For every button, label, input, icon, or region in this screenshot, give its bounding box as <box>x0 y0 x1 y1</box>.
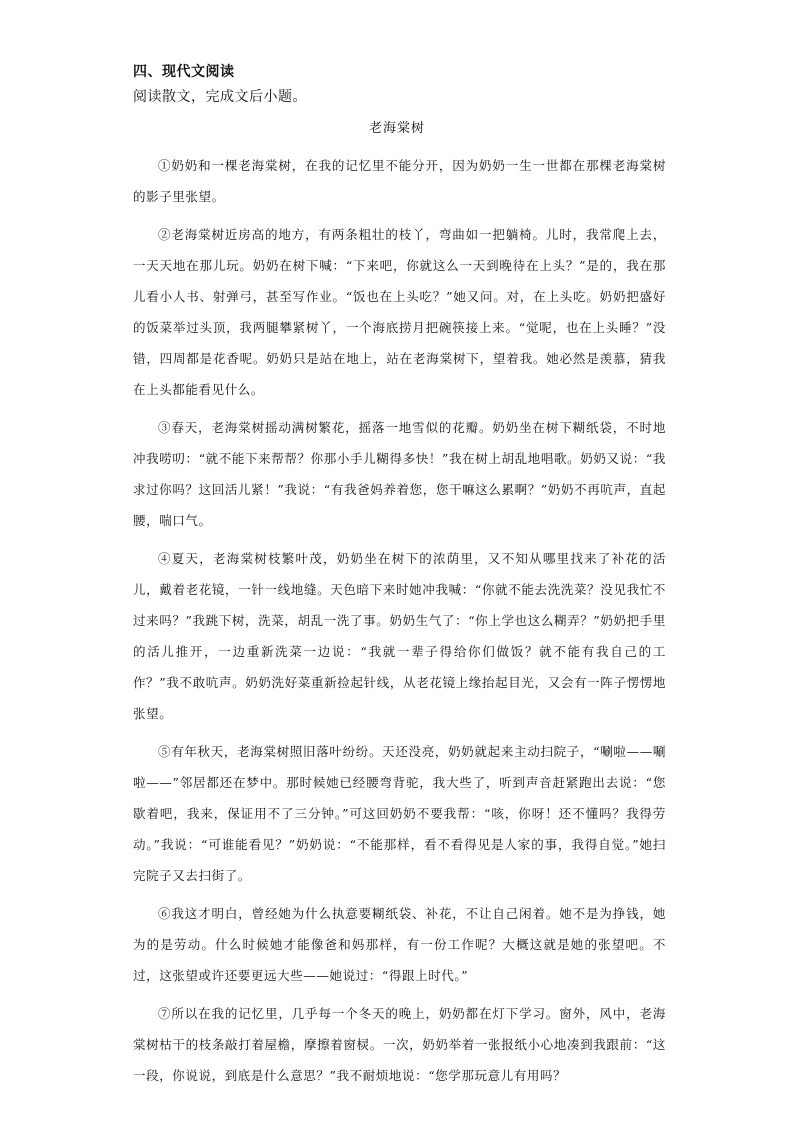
section-heading: 四、现代文阅读 <box>133 64 235 80</box>
paragraph-7: ⑦所以在我的记忆里，几乎每一个冬天的晚上，奶奶都在灯下学习。窗外，风中，老海棠树枯干的枝条敲打着屋檐，摩擦着窗棂。一次，奶奶举着一张报纸小心地凑到我跟前：“这一段，你说说，到底是什么意思？”我不耐烦地说：“您学那玩意儿有用吗？ <box>133 1006 666 1083</box>
paragraph-6: ⑥我这才明白，曾经她为什么执意要糊纸袋、补花，不让自己闲着。她不是为挣钱，她为的是劳动。什么时候她才能像爸和妈那样，有一份工作呢？大概这就是她的张望吧。不过，这张望或许还要更远大些——她说过：“得跟上时代。” <box>133 906 666 983</box>
reading-instruction: 阅读散文，完成文后小题。 <box>133 89 307 105</box>
paragraph-1: ①奶奶和一棵老海棠树，在我的记忆里不能分开，因为奶奶一生一世都在那棵老海棠树的影子里张望。 <box>133 158 666 204</box>
essay-title: 老海棠树 <box>368 121 425 136</box>
essay-body <box>133 150 666 1098</box>
paragraph-5: ⑤有年秋天，老海棠树照旧落叶纷纷。天还没亮，奶奶就起来主动扫院子，“唰啦——唰啦——”邻居都还在梦中。那时候她已经腰弯背驼，我大些了，听到声音赶紧跑出去说：“您歇着吧，我来，保证用不了三分钟。”可这回奶奶不要我帮：“咳，你呀！还不懂吗？我得劳动。”我说：“可谁能看见？”奶奶说：“不能那样，看不看得见是人家的事，我得自觉。”她扫完院子又去扫街了。 <box>133 744 666 883</box>
paragraph-2: ②老海棠树近房高的地方，有两条粗壮的枝丫，弯曲如一把躺椅。儿时，我常爬上去，一天天地在那儿玩。奶奶在树下喊：“下来吧，你就这么一天到晚待在上头？”是的，我在那儿看小人书、射弹弓，甚至写作业。“饭也在上头吃？”她又问。对，在上头吃。奶奶把盛好的饭菜举过头顶，我两腿攀紧树丫，一个海底捞月把碗筷接上来。“觉呢，也在上头睡？”没错，四周都是花香呢。奶奶只是站在地上，站在老海棠树下，望着我。她必然是羡慕，猜我在上头都能看见什么。 <box>133 227 666 397</box>
paragraph-4: ④夏天，老海棠树枝繁叶茂，奶奶坐在树下的浓荫里，又不知从哪里找来了补花的活儿，戴着老花镜，一针一线地缝。天色暗下来时她冲我喊：“你就不能去洗洗菜？没见我忙不过来吗？”我跳下树，洗菜，胡乱一洗了事。奶奶生气了：“你上学也这么糊弄？”奶奶把手里的活儿推开，一边重新洗菜一边说：“我就一辈子得给你们做饭？就不能有我自己的工作？”我不敢吭声。奶奶洗好菜重新捡起针线，从老花镜上缘抬起目光，又会有一阵子愣愣地张望。 <box>133 551 666 721</box>
paragraph-3: ③春天，老海棠树摇动满树繁花，摇落一地雪似的花瓣。奶奶坐在树下糊纸袋，不时地冲我唠叨：“就不能下来帮帮？你那小手儿糊得多快！”我在树上胡乱地唱歌。奶奶又说：“我求过你吗？这回活儿紧！”我说：“有我爸妈养着您，您干嘛这么累啊？”奶奶不再吭声，直起腰，喘口气。 <box>133 420 666 528</box>
